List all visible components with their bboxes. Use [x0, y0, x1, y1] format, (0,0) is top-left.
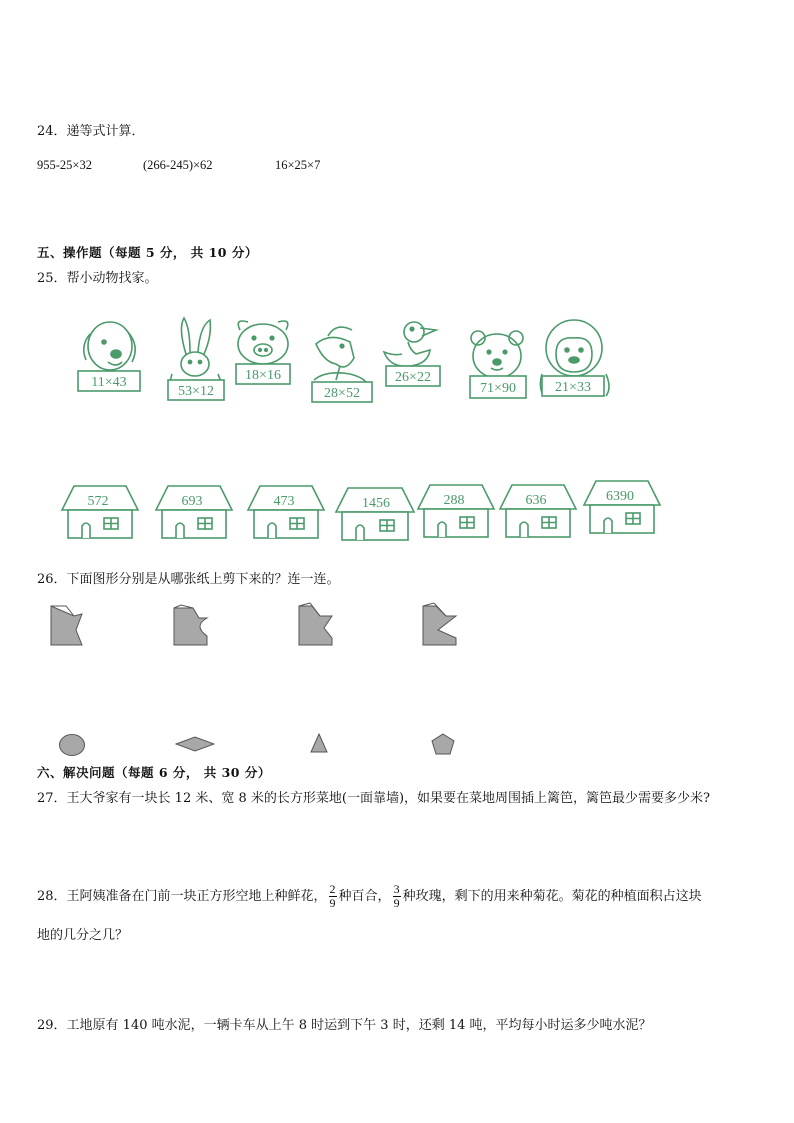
- q24-expr-1: 955-25×32: [37, 158, 92, 172]
- section-6-title: 六、解决问题（每题 6 分， 共 30 分）: [37, 765, 271, 780]
- house-5: [416, 483, 496, 545]
- house-label: 473: [273, 494, 295, 509]
- animal-label-monkey: 21×33: [555, 380, 591, 395]
- pentagon-shape: [431, 733, 455, 755]
- pig-icon: [232, 316, 294, 388]
- house-label: 288: [443, 493, 465, 508]
- triangle-shape: [310, 733, 328, 753]
- q28-line1: [37, 880, 702, 914]
- animal-dog: [74, 316, 144, 400]
- folded-paper-3: [298, 602, 334, 646]
- house-icon: [498, 483, 578, 541]
- q28-fraction-2: [393, 883, 401, 910]
- q28-frac2-num: 3: [393, 882, 400, 896]
- animal-label-pig: 18×16: [245, 368, 281, 383]
- circle-shape: [58, 733, 86, 757]
- house-icon: [246, 484, 326, 542]
- animal-goat: [306, 322, 376, 410]
- q28-part1: 28．王阿姨准备在门前一块正方形空地上种鲜花，: [37, 889, 327, 904]
- house-2: [154, 484, 234, 546]
- folded-paper-2: [173, 604, 209, 646]
- animal-label-duck: 26×22: [395, 370, 431, 385]
- q28-frac2-den: 9: [393, 896, 400, 910]
- house-icon: [416, 483, 496, 541]
- q29-text: 29．工地原有 140 吨水泥，一辆卡车从上午 8 时运到下午 3 时，还剩 14 吨，平均每小时运多少吨水泥？: [37, 1018, 652, 1033]
- q28-line2: 地的几分之几？: [37, 928, 129, 943]
- house-4: [334, 486, 416, 548]
- house-label: 1456: [362, 496, 390, 511]
- house-icon: [60, 484, 140, 542]
- animal-label-bear: 71×90: [480, 381, 516, 396]
- animal-monkey: [536, 318, 612, 406]
- animal-label-dog: 11×43: [91, 375, 127, 390]
- folded-paper-1: [50, 604, 84, 646]
- q24-expr-2: (266-245)×62: [143, 158, 213, 172]
- folded-paper-4: [422, 602, 458, 646]
- q28-frac1-num: 2: [329, 882, 336, 896]
- q26-title: 26．下面图形分别是从哪张纸上剪下来的？连一连。: [37, 572, 340, 587]
- house-6: [498, 483, 578, 545]
- house-1: [60, 484, 140, 546]
- duck-icon: [380, 316, 446, 392]
- q28-part3: 种玫瑰，剩下的用来种菊花。菊花的种植面积占这块: [402, 889, 702, 904]
- house-label: 636: [525, 493, 547, 508]
- animal-duck: [380, 316, 446, 396]
- animal-rabbit: [164, 314, 228, 408]
- animal-pig: [232, 316, 294, 392]
- house-label: 6390: [606, 489, 634, 504]
- section-5-title: 五、操作题（每题 5 分， 共 10 分）: [37, 245, 258, 260]
- dog-icon: [74, 316, 144, 396]
- monkey-icon: [536, 318, 612, 402]
- house-label: 572: [87, 494, 109, 509]
- q28-fraction-1: [329, 883, 337, 910]
- q27-text: 27．王大爷家有一块长 12 米、宽 8 米的长方形菜地(一面靠墙)，如果要在菜地周围插上篱笆，篱笆最少需要多少米?: [37, 791, 710, 806]
- q24-title: 24．递等式计算．: [37, 124, 145, 139]
- animal-bear: [466, 328, 530, 408]
- animal-label-rabbit: 53×12: [178, 384, 214, 399]
- rabbit-icon: [164, 314, 228, 404]
- house-7: [582, 479, 662, 541]
- q25-title: 25．帮小动物找家。: [37, 271, 158, 286]
- goat-icon: [306, 322, 376, 406]
- q28-frac1-den: 9: [329, 896, 336, 910]
- animal-label-goat: 28×52: [324, 386, 360, 401]
- rhombus-shape: [175, 736, 215, 752]
- q24-expr-3: 16×25×7: [275, 158, 321, 172]
- house-3: [246, 484, 326, 546]
- bear-icon: [466, 328, 530, 404]
- house-label: 693: [181, 494, 203, 509]
- house-icon: [582, 479, 662, 537]
- house-icon: [334, 486, 416, 544]
- house-icon: [154, 484, 234, 542]
- q28-part2: 种百合，: [338, 889, 391, 904]
